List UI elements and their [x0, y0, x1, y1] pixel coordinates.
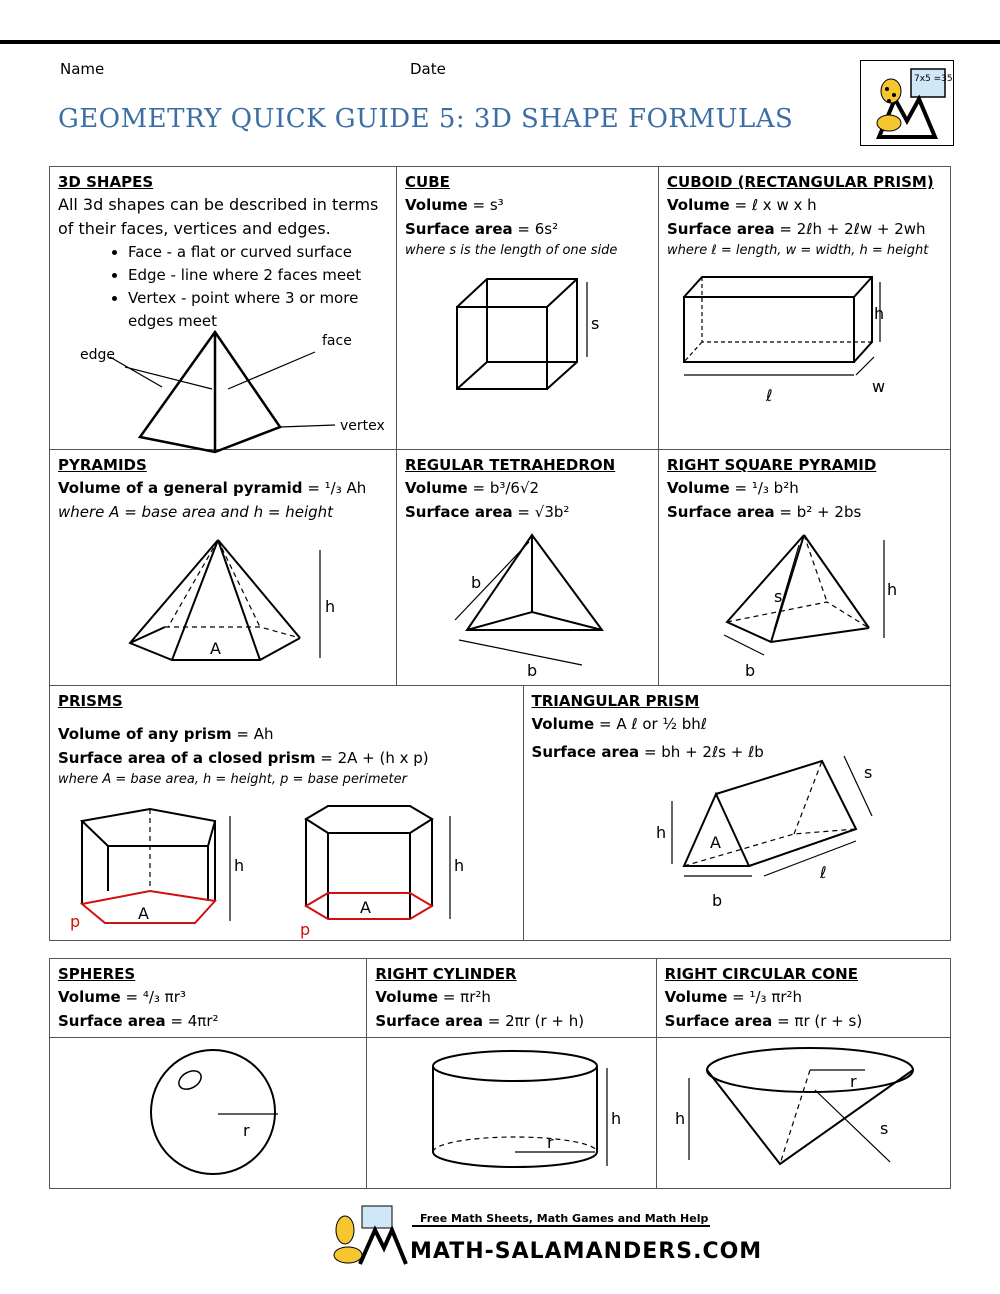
volume-formula: = ¹/₃ Ah	[307, 479, 367, 497]
formula-note: where s is the length of one side	[405, 243, 618, 258]
surface-formula: = √3b²	[517, 503, 570, 521]
page-title: GEOMETRY QUICK GUIDE 5: 3D SHAPE FORMULAS	[58, 104, 794, 134]
cell-cuboid	[659, 167, 951, 450]
surface-label: Surface area	[667, 503, 775, 521]
footer-tagline: Free Math Sheets, Math Games and Math Help	[420, 1212, 709, 1225]
section-title: CUBOID	[667, 173, 733, 191]
volume-label: Volume	[405, 479, 468, 497]
perimeter-label: p	[70, 912, 81, 931]
sphere-diagram	[58, 1042, 358, 1180]
slant-label: s	[863, 763, 872, 782]
surface-formula: = πr (r + s)	[777, 1012, 863, 1030]
perimeter-label: p	[300, 920, 311, 939]
section-title: 3D SHAPES	[58, 173, 154, 191]
formula-note: where A = base area and h = height	[58, 503, 334, 521]
cell-sphere-diagram	[50, 1038, 367, 1189]
height-label: h	[655, 823, 666, 842]
surface-label: Surface area	[664, 1012, 773, 1030]
formula-grid-prisms	[49, 685, 951, 941]
formula-grid-bottom	[49, 958, 951, 1189]
vertex-label: vertex	[340, 418, 385, 434]
height-label: h	[611, 1109, 622, 1128]
volume-formula: = πr²h	[442, 988, 491, 1006]
height-label: h	[454, 856, 465, 875]
square-pyramid-diagram	[699, 530, 919, 680]
height-label: h	[674, 1109, 685, 1128]
section-title: CUBE	[405, 173, 450, 191]
radius-label: r	[243, 1121, 250, 1140]
surface-formula: = 6s²	[517, 220, 559, 238]
tetrahedron-diagram	[447, 530, 627, 680]
surface-label: Surface area	[58, 1012, 166, 1030]
surface-label: Surface area	[531, 743, 640, 761]
surface-label: Surface area of a closed prism	[58, 749, 316, 767]
volume-label: Volume	[667, 196, 730, 214]
surface-formula: = 4πr²	[170, 1012, 219, 1030]
top-rule	[0, 40, 1000, 44]
surface-label: Surface area	[405, 220, 513, 238]
base-label: b	[527, 661, 538, 680]
cell-square-pyramid	[659, 450, 951, 686]
height-label: h	[874, 304, 885, 323]
cylinder-diagram	[375, 1042, 647, 1180]
base-label: b	[745, 661, 756, 680]
intro-text: All 3d shapes can be described in terms of their faces, vertices and edges.	[58, 195, 379, 238]
list-item: • Vertex - point where 3 or more edges meet	[128, 287, 388, 333]
pyramid-diagram	[70, 317, 390, 447]
volume-formula: = ¹/₃ b²h	[734, 479, 799, 497]
cell-triangular-prism	[523, 686, 950, 941]
area-label: A	[709, 833, 721, 852]
section-title: SPHERES	[58, 965, 136, 983]
volume-formula: = ⁴/₃ πr³	[125, 988, 186, 1006]
height-label: h	[325, 597, 336, 616]
section-title: TRIANGULAR PRISM	[531, 692, 700, 710]
volume-formula: = ¹/₃ πr²h	[732, 988, 803, 1006]
volume-label: Volume	[667, 479, 730, 497]
section-title: PYRAMIDS	[58, 456, 147, 474]
section-title: REGULAR TETRAHEDRON	[405, 456, 616, 474]
volume-formula: = s³	[472, 196, 504, 214]
section-title: RIGHT CYLINDER	[375, 965, 517, 983]
slant-label: s	[774, 587, 783, 606]
length-label: ℓ	[819, 863, 827, 882]
name-label: Name	[60, 60, 105, 78]
pyramid-hex-diagram	[120, 530, 350, 675]
surface-formula: = bh + 2ℓs + ℓb	[643, 743, 764, 761]
cell-spheres	[50, 959, 367, 1038]
logo-text: 7x5 =35	[914, 74, 953, 84]
surface-label: Surface area	[405, 503, 513, 521]
cell-cone	[656, 959, 950, 1038]
cell-prisms	[50, 686, 524, 941]
surface-formula: = 2A + (h x p)	[320, 749, 429, 767]
list-item: • Face - a flat or curved surface	[128, 241, 388, 264]
volume-formula: = ℓ x w x h	[734, 196, 817, 214]
area-label: A	[360, 898, 371, 917]
section-title: RIGHT CIRCULAR CONE	[664, 965, 858, 983]
volume-label: Volume	[664, 988, 728, 1006]
date-label: Date	[410, 60, 446, 78]
footer-logo[interactable]	[320, 1200, 763, 1274]
cone-diagram	[665, 1042, 942, 1180]
formula-note: where ℓ = length, w = width, h = height	[667, 243, 929, 258]
surface-formula: = 2πr (r + h)	[487, 1012, 585, 1030]
volume-label: Volume of any prism	[58, 725, 232, 743]
salamander-logo	[860, 60, 954, 146]
cell-pyramids	[50, 450, 397, 686]
section-title: RIGHT SQUARE PYRAMID	[667, 456, 877, 474]
cell-tetrahedron	[397, 450, 659, 686]
volume-label: Volume	[375, 988, 439, 1006]
volume-formula: = Ah	[236, 725, 274, 743]
slant-label: s	[879, 1119, 888, 1138]
radius-label: r	[547, 1133, 554, 1152]
area-label: A	[138, 904, 149, 923]
section-title: PRISMS	[58, 692, 123, 710]
volume-formula: = b³/6√2	[472, 479, 540, 497]
radius-label: r	[849, 1072, 857, 1091]
surface-formula: = b² + 2bs	[779, 503, 862, 521]
area-label: A	[210, 639, 221, 658]
side-label: s	[591, 314, 600, 333]
volume-label: Volume	[405, 196, 468, 214]
base-label: b	[711, 891, 722, 910]
edge-label: edge	[80, 347, 115, 363]
surface-formula: = 2ℓh + 2ℓw + 2wh	[779, 220, 926, 238]
cell-cylinder-diagram	[367, 1038, 656, 1189]
cell-cone-diagram	[656, 1038, 950, 1189]
cell-cube	[397, 167, 659, 450]
volume-label: Volume	[531, 715, 595, 733]
surface-label: Surface area	[375, 1012, 483, 1030]
formula-note: where A = base area, h = height, p = base perimeter	[58, 772, 407, 787]
surface-label: Surface area	[667, 220, 775, 238]
cube-diagram	[447, 267, 627, 407]
cuboid-diagram	[674, 267, 934, 417]
prism-diagrams	[70, 801, 510, 941]
face-label: face	[322, 333, 352, 349]
formula-grid-top	[49, 166, 951, 686]
height-label: h	[887, 580, 898, 599]
length-label: ℓ	[766, 386, 773, 405]
cell-3d-shapes	[50, 167, 397, 450]
height-label: h	[234, 856, 245, 875]
volume-label: Volume of a general pyramid	[58, 479, 303, 497]
cell-cylinder	[367, 959, 656, 1038]
triangular-prism-diagram	[644, 746, 904, 921]
list-item: • Edge - line where 2 faces meet	[128, 264, 388, 287]
edge-label: b	[471, 573, 482, 592]
footer-salamander-icon	[320, 1200, 763, 1270]
section-subtitle: (RECTANGULAR PRISM)	[737, 173, 934, 191]
width-label: w	[872, 377, 886, 396]
volume-label: Volume	[58, 988, 121, 1006]
footer-site[interactable]: MATH-SALAMANDERS.COM	[410, 1239, 763, 1264]
volume-formula: = A ℓ or ½ bhℓ	[599, 715, 707, 733]
